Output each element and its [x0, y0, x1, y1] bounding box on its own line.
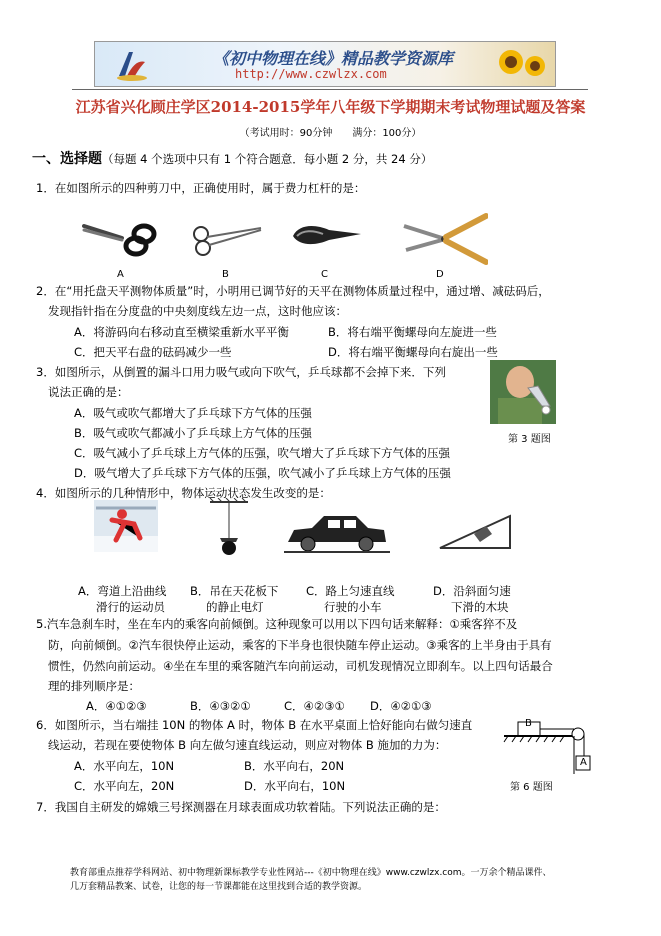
document-title: 江苏省兴化顾庄学区2014-2015学年八年级下学期期末考试物理试题及答案	[75, 98, 586, 116]
scissors-a-icon	[82, 216, 158, 264]
exam-info: （考试用时：90分钟 满分：100分）	[239, 128, 422, 139]
question-4-text: 4．如图所示的几种情形中，物体运动状态发生改变的是：	[36, 486, 331, 500]
q1-label-a: A	[117, 269, 124, 280]
section-title: 一、选择题	[32, 151, 102, 167]
question-1-text: 1．在如图所示的四种剪刀中，正确使用时，属于费力杠杆的是：	[36, 181, 366, 195]
q6-block-b-label: B	[525, 718, 532, 729]
sunflower-icon	[493, 44, 547, 84]
q2-option-a: A．将游码向右移动直至横梁重新水平平衡	[74, 325, 289, 339]
q3-option-d: D．吸气增大了乒乓球下方气体的压强，吹气减小了乒乓球上方气体的压强	[74, 466, 451, 480]
question-5-line-1: 5.汽车急刹车时，坐在车内的乘客向前倾倒。这种现象可以用以下四句话来解释：①乘客猝不及	[36, 617, 518, 631]
q3-option-b: B．吸气或吹气都减小了乒乓球上方气体的压强	[74, 426, 312, 440]
q4-option-d-line-2: 下滑的木块	[451, 600, 509, 614]
q4-option-a-line-1: A．弯道上沿曲线	[78, 584, 167, 598]
q5-option-d: D．④②①③	[370, 699, 432, 713]
q3-photo-funnel-icon	[490, 360, 556, 424]
q4-option-c-line-2: 行驶的小车	[324, 600, 382, 614]
q6-option-a: A．水平向左，10N	[74, 759, 175, 773]
q6-block-a-label: A	[580, 757, 587, 768]
q4-incline-block-icon	[438, 512, 512, 552]
section-heading	[32, 151, 432, 167]
q5-option-c: C．④②③①	[284, 699, 345, 713]
scissors-c-icon	[289, 222, 365, 250]
q3-option-a: A．吸气或吹气都增大了乒乓球下方气体的压强	[74, 406, 312, 420]
question-3-line-2: 说法正确的是：	[48, 385, 129, 399]
q6-option-c: C．水平向左，20N	[74, 779, 175, 793]
q6-option-b: B．水平向右，20N	[244, 759, 345, 773]
q2-option-b: B．将右端平衡螺母向左旋进一些	[328, 325, 497, 339]
question-5-line-3: 惯性，仍然向前运动。④坐在车里的乘客随汽车向前运动，司机发现情况立即刹车。以上四句话最合	[48, 659, 553, 673]
q4-skater-icon	[94, 500, 158, 552]
scissors-b-icon	[191, 220, 263, 258]
footer-line-2: 几万套精品教案、试卷，让您的每一节课都能在这里找到合适的教学资源。	[70, 882, 368, 892]
footer-line-1: 教育部重点推荐学科网站、初中物理新课标教学专业性网站---《初中物理在线》www.czwlzx.com。一万余个精品课件、	[70, 868, 552, 878]
question-3-line-1: 3．如图所示，从倒置的漏斗口用力吸气或向下吹气，乒乓球都不会掉下来．下列	[36, 365, 446, 379]
header-banner	[94, 41, 556, 87]
q5-option-b: B．④③②①	[190, 699, 251, 713]
banner-url[interactable]: http://www.czwlzx.com	[235, 67, 387, 81]
page-footer	[70, 866, 630, 894]
q3-option-c: C．吸气减小了乒乓球上方气体的压强，吹气增大了乒乓球下方气体的压强	[74, 446, 451, 460]
question-6-line-1: 6．如图所示，当右端挂 10N 的物体 A 时，物体 B 在水平桌面上恰好能向右做匀速直	[36, 718, 473, 732]
q4-option-b-line-1: B．吊在天花板下	[190, 584, 279, 598]
q1-label-c: C	[321, 269, 328, 280]
banner-title: 《初中物理在线》精品教学资源库	[213, 49, 454, 68]
site-logo-icon	[115, 46, 149, 82]
question-5-line-4: 理的排列顺序是：	[48, 679, 140, 693]
q2-option-c: C．把天平右盘的砝码减少一些	[74, 345, 232, 359]
q4-option-d-line-1: D．沿斜面匀速	[433, 584, 511, 598]
header-rule	[72, 89, 588, 90]
q4-option-b-line-2: 的静止电灯	[206, 600, 264, 614]
q5-option-a: A．④①②③	[86, 699, 147, 713]
q1-label-b: B	[222, 269, 229, 280]
question-2-line-2: 发现指针指在分度盘的中央刻度线左边一点，这时他应该：	[48, 304, 347, 318]
question-6-line-2: 线运动，若现在要使物体 B 向左做匀速直线运动，则应对物体 B 施加的力为：	[48, 738, 447, 752]
q4-option-a-line-2: 滑行的运动员	[96, 600, 165, 614]
q4-hanging-lamp-icon	[206, 498, 252, 556]
q6-option-d: D．水平向右，10N	[244, 779, 346, 793]
q1-label-d: D	[436, 269, 444, 280]
q2-option-d: D．将右端平衡螺母向右旋出一些	[328, 345, 498, 359]
q6-figure-caption: 第 6 题图	[510, 782, 553, 793]
q3-figure-caption: 第 3 题图	[508, 434, 551, 445]
question-5-line-2: 防，向前倾倒。②汽车很快停止运动，乘客的下半身也很快随车停止运动。③乘客的上半身由于具有	[48, 638, 552, 652]
question-2-line-1: 2．在“用托盘天平测物体质量”时，小明用已调节好的天平在测物体质量过程中，通过增、减砝码后，	[36, 284, 550, 298]
q6-pulley-diagram-icon	[500, 714, 592, 776]
scissors-d-icon	[402, 212, 488, 266]
section-note: （每题 4 个选项中只有 1 个符合题意．每小题 2 分，共 24 分）	[102, 152, 433, 166]
q4-option-c-line-1: C．路上匀速直线	[306, 584, 395, 598]
question-7-text: 7．我国自主研发的嫦娥三号探测器在月球表面成功软着陆。下列说法正确的是：	[36, 800, 446, 814]
q4-car-icon	[284, 512, 390, 556]
